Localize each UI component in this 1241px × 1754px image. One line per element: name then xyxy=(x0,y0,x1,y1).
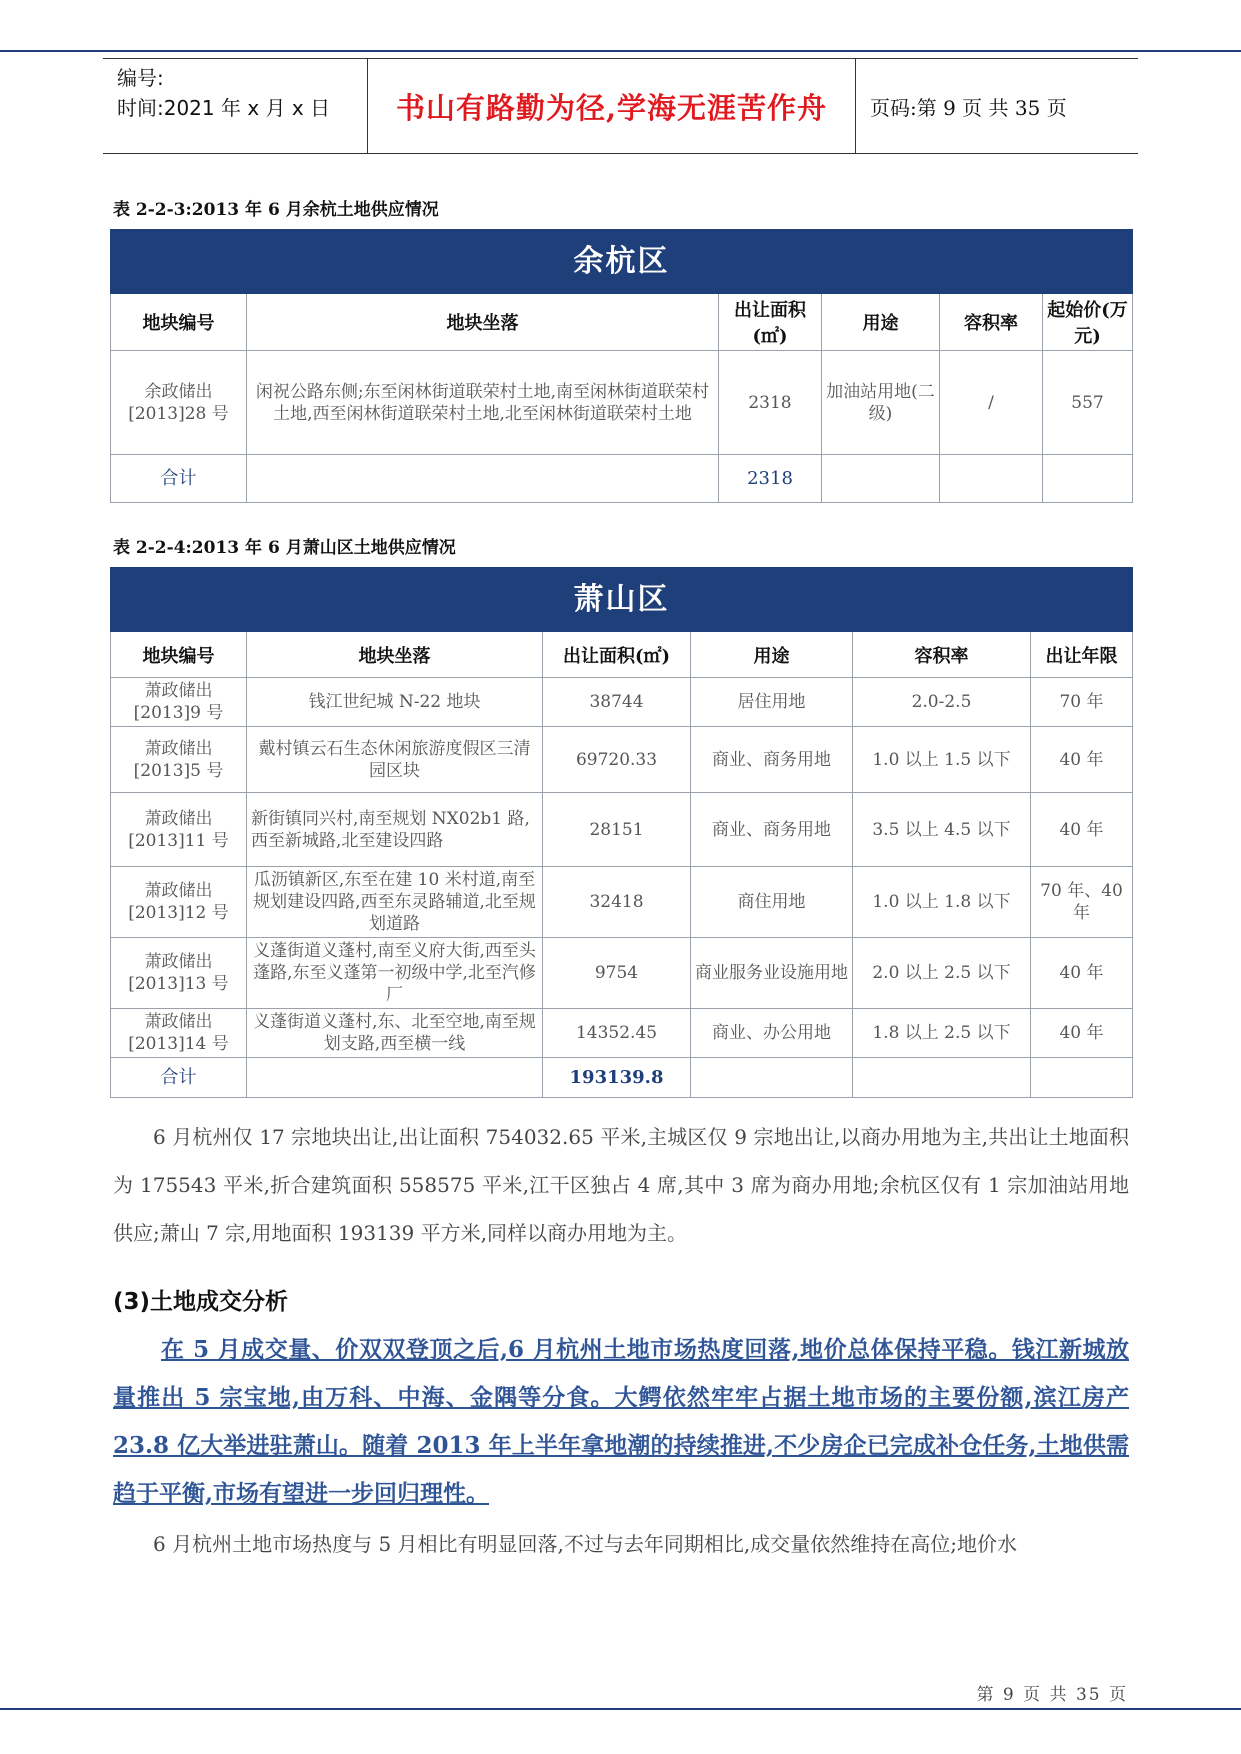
table-cell: 萧政储出[2013]11 号 xyxy=(111,793,247,867)
table-row xyxy=(111,1009,1133,1058)
table-cell: 28151 xyxy=(543,793,691,867)
table-cell xyxy=(691,1058,853,1098)
table-cell: 萧政储出[2013]9 号 xyxy=(111,678,247,727)
table-cell: 商业、办公用地 xyxy=(691,1009,853,1058)
table-cell: 70 年 xyxy=(1031,678,1133,727)
table-cell: 居住用地 xyxy=(691,678,853,727)
table1-caption: 表 2-2-3:2013 年 6 月余杭土地供应情况 xyxy=(113,200,439,220)
header-meta xyxy=(103,59,368,153)
highlight-paragraph: 在 5 月成交量、价双双登顶之后,6 月杭州土地市场热度回落,地价总体保持平稳。钱江新城放量推出 5 宗宝地,由万科、中海、金隅等分食。大鳄依然牢牢占据土地市场的主要份额,滨江房产 23.8 亿大举进驻萧山。随着 2013 年上半年拿地潮的持续推进,不少房企已完成补仓任务,土地供需趋于平衡,市场有望进一步回归理性。 xyxy=(113,1336,1129,1507)
table-cell: 1.0 以上 1.5 以下 xyxy=(853,727,1031,793)
table-cell: 商业、商务用地 xyxy=(691,727,853,793)
table-cell xyxy=(247,455,719,503)
table2-caption: 表 2-2-4:2013 年 6 月萧山区土地供应情况 xyxy=(113,538,456,558)
table-cell: 38744 xyxy=(543,678,691,727)
table-row xyxy=(111,793,1133,867)
document-number: 编号: xyxy=(117,66,164,90)
table-cell: / xyxy=(940,351,1043,455)
table-cell: 32418 xyxy=(543,867,691,938)
col-header: 用途 xyxy=(822,294,940,351)
table-cell: 3.5 以上 4.5 以下 xyxy=(853,793,1031,867)
header-motto: 书山有路勤为径,学海无涯苦作舟 xyxy=(368,59,856,153)
table-cell: 加油站用地(二级) xyxy=(822,351,940,455)
table-cell: 70 年、40 年 xyxy=(1031,867,1133,938)
table-cell: 余政储出[2013]28 号 xyxy=(111,351,247,455)
table-cell: 义蓬街道义蓬村,东、北至空地,南至规划支路,西至横一线 xyxy=(247,1009,543,1058)
total-label: 合计 xyxy=(111,1058,247,1098)
table-row xyxy=(111,678,1133,727)
table-cell: 69720.33 xyxy=(543,727,691,793)
table-cell: 2.0-2.5 xyxy=(853,678,1031,727)
table-cell: 闲祝公路东侧;东至闲林街道联荣村土地,南至闲林街道联荣村土地,西至闲林街道联荣村土地,北至闲林街道联荣村土地 xyxy=(247,351,719,455)
table-cell: 萧政储出[2013]14 号 xyxy=(111,1009,247,1058)
table2-header-row xyxy=(111,632,1133,678)
col-header: 用途 xyxy=(691,632,853,678)
header-page-number: 页码:第 9 页 共 35 页 xyxy=(870,95,1067,120)
top-rule xyxy=(0,50,1241,52)
table-row xyxy=(111,727,1133,793)
table-cell xyxy=(247,1058,543,1098)
table-cell: 40 年 xyxy=(1031,727,1133,793)
table-cell: 钱江世纪城 N-22 地块 xyxy=(247,678,543,727)
table-cell: 萧政储出[2013]5 号 xyxy=(111,727,247,793)
table-cell xyxy=(940,455,1043,503)
section-heading: (3)土地成交分析 xyxy=(113,1289,289,1315)
xiaoshan-land-table xyxy=(110,567,1133,1098)
document-time: 时间:2021 年 x 月 x 日 xyxy=(117,96,331,120)
table-cell xyxy=(853,1058,1031,1098)
table-cell: 商住用地 xyxy=(691,867,853,938)
table1-district-band xyxy=(111,230,1133,294)
page-footer: 第 9 页 共 35 页 xyxy=(976,1685,1128,1705)
col-header: 出让面积(㎡) xyxy=(543,632,691,678)
col-header: 地块坐落 xyxy=(247,632,543,678)
table-row xyxy=(111,351,1133,455)
table-cell xyxy=(1043,455,1133,503)
table-cell: 戴村镇云石生态休闲旅游度假区三清园区块 xyxy=(247,727,543,793)
table2-district-band xyxy=(111,568,1133,632)
bottom-rule xyxy=(0,1708,1241,1710)
table1-district-title: 余杭区 xyxy=(111,230,1133,294)
table-cell: 40 年 xyxy=(1031,938,1133,1009)
col-header: 容积率 xyxy=(853,632,1031,678)
table-cell: 40 年 xyxy=(1031,1009,1133,1058)
total-area: 2318 xyxy=(719,455,822,503)
col-header: 出让年限 xyxy=(1031,632,1133,678)
table-cell: 1.0 以上 1.8 以下 xyxy=(853,867,1031,938)
table1-total-row xyxy=(111,455,1133,503)
table-cell: 萧政储出[2013]13 号 xyxy=(111,938,247,1009)
yuhang-land-table xyxy=(110,229,1133,503)
col-header: 容积率 xyxy=(940,294,1043,351)
table-cell: 9754 xyxy=(543,938,691,1009)
table-cell: 瓜沥镇新区,东至在建 10 米村道,南至规划建设四路,西至东灵路辅道,北至规划道路 xyxy=(247,867,543,938)
table-row xyxy=(111,938,1133,1009)
table2-district-title: 萧山区 xyxy=(111,568,1133,632)
total-area: 193139.8 xyxy=(543,1058,691,1098)
summary-paragraph: 6 月杭州仅 17 宗地块出让,出让面积 754032.65 平米,主城区仅 9 宗地出让,以商办用地为主,共出让土地面积为 175543 平米,折合建筑面积 558575 平米,江干区独占 4 席,其中 3 席为商办用地;余杭区仅有 1 宗加油站用地供应;萧山 7 宗,用地面积 193139 平方米,同样以商办用地为主。 xyxy=(113,1125,1129,1245)
analysis-paragraph: 6 月杭州土地市场热度与 5 月相比有明显回落,不过与去年同期相比,成交量依然维持在高位;地价水 xyxy=(153,1532,1017,1556)
table1-header-row xyxy=(111,294,1133,351)
table-cell: 萧政储出[2013]12 号 xyxy=(111,867,247,938)
col-header: 地块坐落 xyxy=(247,294,719,351)
table-cell: 2.0 以上 2.5 以下 xyxy=(853,938,1031,1009)
table-row xyxy=(111,867,1133,938)
table-cell xyxy=(822,455,940,503)
total-label: 合计 xyxy=(111,455,247,503)
table-cell: 40 年 xyxy=(1031,793,1133,867)
col-header: 地块编号 xyxy=(111,632,247,678)
table-cell: 义蓬街道义蓬村,南至义府大街,西至头蓬路,东至义蓬第一初级中学,北至汽修厂 xyxy=(247,938,543,1009)
col-header: 起始价(万元) xyxy=(1043,294,1133,351)
col-header: 出让面积(㎡) xyxy=(719,294,822,351)
table-cell: 新街镇同兴村,南至规划 NX02b1 路,西至新城路,北至建设四路 xyxy=(247,793,543,867)
table-cell: 1.8 以上 2.5 以下 xyxy=(853,1009,1031,1058)
table-cell: 2318 xyxy=(719,351,822,455)
page-header xyxy=(103,58,1138,154)
table-cell xyxy=(1031,1058,1133,1098)
table-cell: 商业、商务用地 xyxy=(691,793,853,867)
table-cell: 14352.45 xyxy=(543,1009,691,1058)
table-cell: 557 xyxy=(1043,351,1133,455)
table-cell: 商业服务业设施用地 xyxy=(691,938,853,1009)
table2-total-row xyxy=(111,1058,1133,1098)
col-header: 地块编号 xyxy=(111,294,247,351)
